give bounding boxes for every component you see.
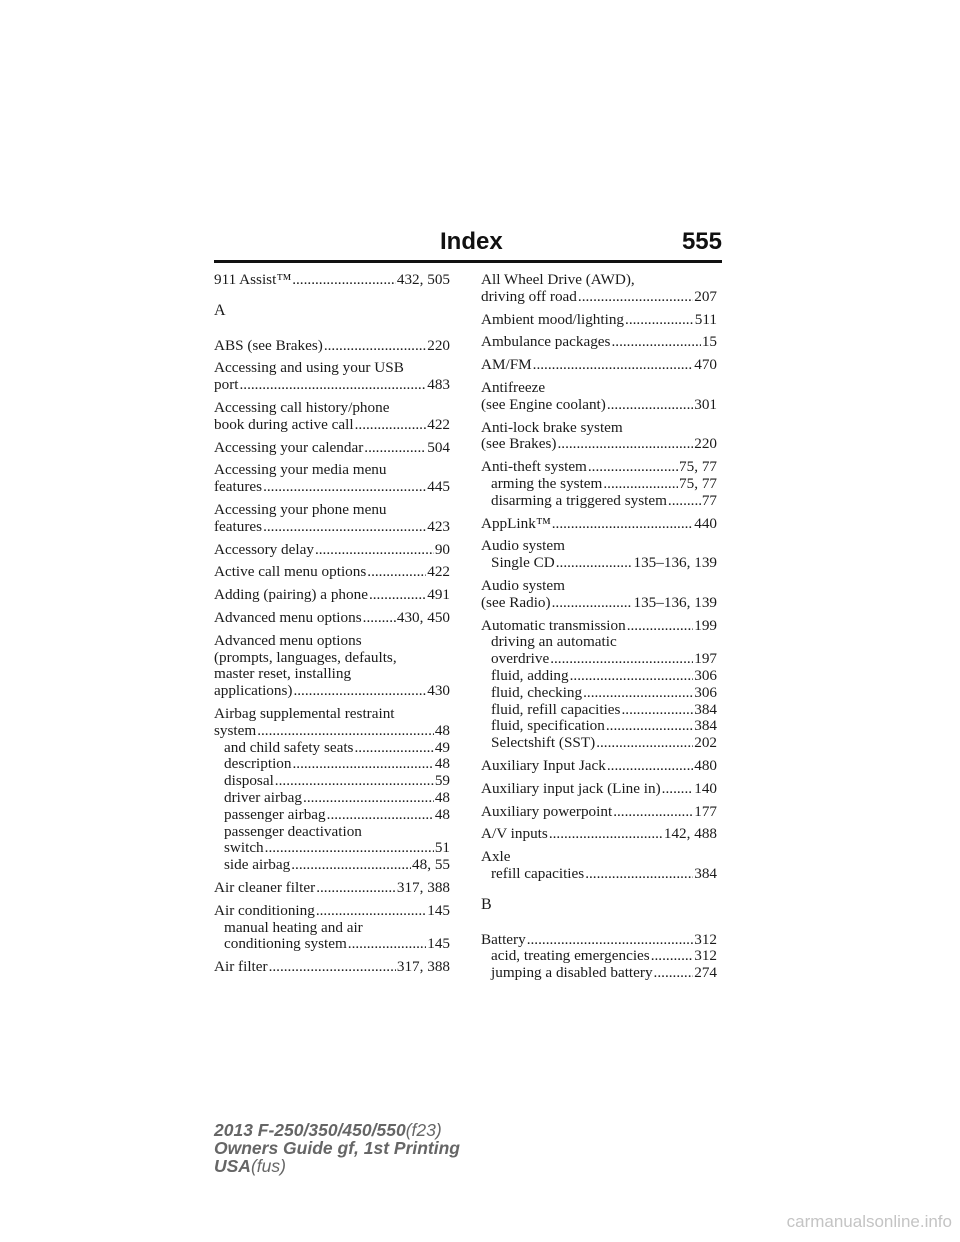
- page-reference: 135–136, 139: [633, 593, 717, 611]
- index-entry: [214, 587, 450, 604]
- page-reference: 430, 450: [396, 608, 450, 626]
- page-reference: 511: [694, 310, 717, 328]
- index-subentry: [214, 936, 450, 953]
- watermark: carmanualsonline.info: [786, 1212, 952, 1231]
- index-line: [214, 683, 450, 700]
- index-entry: [214, 400, 450, 434]
- dot-leader: [570, 668, 694, 685]
- dot-leader: [578, 289, 693, 306]
- page-reference: 445: [427, 478, 450, 496]
- dot-leader: [257, 723, 434, 740]
- dot-leader: [607, 758, 693, 775]
- index-subentry: [481, 668, 717, 685]
- dot-leader: [596, 735, 693, 752]
- entry-text: refill capacities: [491, 864, 585, 882]
- index-entry: [481, 272, 717, 306]
- page-reference: 59: [434, 772, 450, 790]
- index-line: [481, 849, 717, 866]
- index-entry: [214, 633, 450, 700]
- index-line: [214, 650, 450, 667]
- index-line: [214, 462, 450, 479]
- entry-text: switch: [224, 839, 264, 857]
- dot-leader: [588, 459, 678, 476]
- page-reference: 48, 55: [412, 856, 450, 874]
- page-reference: 317, 388: [396, 958, 450, 976]
- index-line: [481, 781, 717, 798]
- page-reference: 470: [694, 356, 717, 374]
- entry-text: features: [214, 517, 263, 535]
- entry-text: overdrive: [491, 650, 550, 668]
- dot-leader: [269, 959, 396, 976]
- index-entry: [481, 357, 717, 374]
- page-reference: 480: [694, 756, 717, 774]
- index-entry: [481, 334, 717, 351]
- page-reference: 422: [427, 563, 450, 581]
- page-reference: 202: [694, 734, 717, 752]
- page-reference: 491: [427, 586, 450, 604]
- page-reference: 301: [694, 395, 717, 413]
- index-subentry: [214, 756, 450, 773]
- page-reference: 48: [434, 721, 450, 739]
- index-entry: [481, 849, 717, 883]
- index-subentry: [481, 718, 717, 735]
- index-line: [214, 723, 450, 740]
- index-subentry: [481, 651, 717, 668]
- entry-text: (see Brakes): [481, 435, 557, 453]
- entry-text: AppLink™: [481, 514, 551, 532]
- page-title: Index: [440, 228, 503, 255]
- entry-text: Adding (pairing) a phone: [214, 586, 368, 604]
- entry-text: Audio system: [481, 537, 565, 555]
- dot-leader: [369, 587, 426, 604]
- dot-leader: [363, 610, 396, 627]
- index-entry: [214, 706, 450, 874]
- index-entry: [481, 380, 717, 414]
- index-line: [214, 903, 450, 920]
- dot-leader: [315, 542, 434, 559]
- index-line: [481, 334, 717, 351]
- dot-leader: [668, 493, 701, 510]
- index-entry: [481, 312, 717, 329]
- page-reference: 145: [427, 901, 450, 919]
- dot-leader: [654, 965, 694, 982]
- page-reference: 49: [434, 738, 450, 756]
- entry-text: fluid, refill capacities: [491, 700, 621, 718]
- dot-leader: [327, 807, 434, 824]
- entry-text: Air filter: [214, 958, 268, 976]
- index-subentry: [481, 493, 717, 510]
- index-line: [481, 826, 717, 843]
- dot-leader: [552, 516, 693, 533]
- index-section-letter: B: [481, 895, 492, 913]
- page-reference: 422: [427, 415, 450, 433]
- entry-text: (see Radio): [481, 593, 551, 611]
- page-reference: 135–136, 139: [633, 554, 717, 572]
- dot-leader: [621, 702, 693, 719]
- index-entry: [214, 880, 450, 897]
- index-line: [481, 516, 717, 533]
- index-subentry: [481, 866, 717, 883]
- index-line: [214, 377, 450, 394]
- entry-text: driver airbag: [224, 788, 303, 806]
- entry-text: jumping a disabled battery: [491, 964, 653, 982]
- dot-leader: [293, 683, 426, 700]
- page-reference: 306: [694, 666, 717, 684]
- entry-text: ABS (see Brakes): [214, 336, 323, 354]
- index-line: [481, 436, 717, 453]
- index-line: [214, 400, 450, 417]
- page-reference: 51: [434, 839, 450, 857]
- dot-leader: [549, 826, 663, 843]
- dot-leader: [355, 417, 427, 434]
- dot-leader: [364, 440, 426, 457]
- index-line: [481, 804, 717, 821]
- entry-text: 911 Assist™: [214, 271, 292, 288]
- index-line: [481, 289, 717, 306]
- entry-text: Accessing your calendar: [214, 438, 364, 456]
- entry-text: Air conditioning: [214, 901, 315, 919]
- index-subentry: [214, 807, 450, 824]
- entry-text: master reset, installing: [214, 665, 352, 683]
- index-entry: [481, 459, 717, 509]
- dot-leader: [603, 476, 678, 493]
- entry-text: Auxiliary powerpoint: [481, 802, 613, 820]
- index-line: [214, 610, 450, 627]
- index-entry: [481, 516, 717, 533]
- entry-text: Accessing your phone menu: [214, 500, 387, 518]
- index-line: [214, 959, 450, 976]
- index-entry: [481, 758, 717, 775]
- page-reference: 90: [434, 540, 450, 558]
- index-line: [214, 587, 450, 604]
- dot-leader: [239, 377, 426, 394]
- page-header: [440, 228, 722, 256]
- dot-leader: [348, 936, 426, 953]
- index-entry: [481, 781, 717, 798]
- page-reference: 177: [694, 802, 717, 820]
- page-reference: 48: [434, 755, 450, 773]
- entry-text: Active call menu options: [214, 563, 367, 581]
- dot-leader: [292, 756, 433, 773]
- index-line: [481, 578, 717, 595]
- index-line: [481, 312, 717, 329]
- index-line: [481, 420, 717, 437]
- entry-text: Axle: [481, 848, 511, 866]
- entry-text: (prompts, languages, defaults,: [214, 648, 397, 666]
- index-subentry: [481, 476, 717, 493]
- entry-text: Ambulance packages: [481, 333, 611, 351]
- entry-text: disposal: [224, 772, 274, 790]
- index-line: [481, 618, 717, 635]
- document-footer: [214, 1121, 460, 1175]
- index-entry: [214, 462, 450, 496]
- entry-text: arming the system: [491, 474, 603, 492]
- index-entry: [481, 618, 717, 752]
- dot-leader: [583, 685, 693, 702]
- entry-text: Accessing your media menu: [214, 461, 387, 479]
- page-number: 555: [681, 228, 722, 255]
- entry-text: AM/FM: [481, 356, 532, 374]
- page-reference: 423: [427, 517, 450, 535]
- index-line: [214, 519, 450, 536]
- index-entry: [214, 903, 450, 953]
- page-reference: 384: [694, 700, 717, 718]
- dot-leader: [263, 519, 426, 536]
- dot-leader: [625, 312, 694, 329]
- index-entry: [214, 610, 450, 627]
- index-line: [214, 502, 450, 519]
- entry-text: Automatic transmission: [481, 616, 626, 634]
- page-reference: 384: [694, 717, 717, 735]
- entry-text: Audio system: [481, 576, 565, 594]
- entry-text: fluid, adding: [491, 666, 569, 684]
- entry-text: Auxiliary Input Jack: [481, 756, 606, 774]
- index-subentry: [481, 685, 717, 702]
- dot-leader: [324, 338, 426, 355]
- dot-leader: [533, 357, 694, 374]
- index-subentry: [214, 740, 450, 757]
- dot-leader: [550, 651, 693, 668]
- index-entry: [214, 542, 450, 559]
- index-subentry: [214, 840, 450, 857]
- index-subentry: [481, 948, 717, 965]
- index-entry: [214, 272, 450, 289]
- dot-leader: [552, 595, 633, 612]
- index-line: [481, 397, 717, 414]
- entry-text: Single CD: [491, 554, 555, 572]
- footer-line-1: 2013 F-250/350/450/550(f23): [214, 1120, 442, 1140]
- entry-text: driving off road: [481, 287, 577, 305]
- entry-text: Accessory delay: [214, 540, 314, 558]
- dot-leader: [613, 804, 693, 821]
- dot-leader: [265, 840, 434, 857]
- index-entry: [481, 804, 717, 821]
- entry-text: All Wheel Drive (AWD),: [481, 271, 635, 288]
- page-reference: 483: [427, 376, 450, 394]
- page-reference: 145: [427, 935, 450, 953]
- index-line: [481, 380, 717, 397]
- footer-line-3: USA(fus): [214, 1156, 286, 1176]
- page-reference: 77: [701, 491, 717, 509]
- page-reference: 48: [434, 788, 450, 806]
- index-line: [481, 595, 717, 612]
- entry-text: features: [214, 478, 263, 496]
- dot-leader: [556, 555, 633, 572]
- index-line: [214, 272, 450, 289]
- index-entry: [481, 538, 717, 572]
- entry-text: conditioning system: [224, 935, 347, 953]
- index-line: [481, 357, 717, 374]
- index-subentry: [214, 773, 450, 790]
- footer-line-2: Owners Guide gf, 1st Printing: [214, 1138, 460, 1158]
- dot-leader: [627, 618, 694, 635]
- entry-text: Auxiliary input jack (Line in): [481, 779, 661, 797]
- dot-leader: [316, 880, 396, 897]
- entry-text: manual heating and air: [224, 918, 363, 936]
- entry-text: Accessing call history/phone: [214, 398, 390, 416]
- page-reference: 432, 505: [396, 271, 450, 288]
- index-entry: [481, 826, 717, 843]
- page-reference: 384: [694, 864, 717, 882]
- dot-leader: [263, 479, 426, 496]
- entry-text: Advanced menu options: [214, 608, 362, 626]
- index-line: [214, 564, 450, 581]
- entry-text: description: [224, 755, 292, 773]
- page-reference: 306: [694, 683, 717, 701]
- entry-text: book during active call: [214, 415, 354, 433]
- index-subentry: [214, 824, 450, 841]
- dot-leader: [585, 866, 693, 883]
- entry-text: passenger airbag: [224, 805, 326, 823]
- index-line: [214, 666, 450, 683]
- index-line: [214, 880, 450, 897]
- page-reference: 440: [694, 514, 717, 532]
- index-subentry: [214, 857, 450, 874]
- dot-leader: [367, 564, 426, 581]
- index-subentry: [481, 634, 717, 651]
- entry-text: system: [214, 721, 257, 739]
- index-line: [214, 706, 450, 723]
- page-reference: 430: [427, 682, 450, 700]
- index-subentry: [481, 702, 717, 719]
- entry-text: Air cleaner filter: [214, 878, 316, 896]
- dot-leader: [611, 334, 700, 351]
- entry-text: side airbag: [224, 856, 291, 874]
- page-reference: 140: [694, 779, 717, 797]
- entry-text: Selectshift (SST): [491, 734, 596, 752]
- header-rule: [214, 260, 722, 263]
- index-section-letter: A: [214, 301, 226, 319]
- dot-leader: [275, 773, 434, 790]
- dot-leader: [606, 718, 693, 735]
- index-line: [481, 272, 717, 289]
- index-line: [214, 479, 450, 496]
- entry-text: port: [214, 376, 239, 394]
- index-subentry: [481, 735, 717, 752]
- entry-text: driving an automatic: [491, 633, 617, 651]
- entry-text: fluid, specification: [491, 717, 605, 735]
- dot-leader: [527, 932, 694, 949]
- entry-text: Battery: [481, 930, 526, 948]
- index-column-right: [481, 272, 717, 988]
- page-reference: 317, 388: [396, 878, 450, 896]
- index-entry: [214, 502, 450, 536]
- entry-text: and child safety seats: [224, 738, 354, 756]
- entry-text: Anti-lock brake system: [481, 418, 623, 436]
- entry-text: disarming a triggered system: [491, 491, 667, 509]
- page-reference: 199: [694, 616, 717, 634]
- index-column-left: [214, 272, 450, 982]
- index-subentry: [214, 790, 450, 807]
- page-reference: 312: [694, 947, 717, 965]
- dot-leader: [291, 857, 411, 874]
- dot-leader: [662, 781, 694, 798]
- index-subentry: [481, 965, 717, 982]
- index-entry: [481, 578, 717, 612]
- dot-leader: [651, 948, 694, 965]
- page-reference: 48: [434, 805, 450, 823]
- page-reference: 197: [694, 650, 717, 668]
- dot-leader: [303, 790, 434, 807]
- dot-leader: [292, 272, 396, 289]
- index-entry: [481, 932, 717, 982]
- dot-leader: [316, 903, 426, 920]
- index-entry: [214, 338, 450, 355]
- index-line: [481, 932, 717, 949]
- page-reference: 142, 488: [663, 825, 717, 843]
- index-entry: [214, 360, 450, 394]
- entry-text: passenger deactivation: [224, 822, 362, 840]
- entry-text: (see Engine coolant): [481, 395, 606, 413]
- page-reference: 220: [694, 435, 717, 453]
- entry-text: Airbag supplemental restraint: [214, 704, 395, 722]
- entry-text: A/V inputs: [481, 825, 548, 843]
- index-line: [214, 338, 450, 355]
- entry-text: acid, treating emergencies: [491, 947, 650, 965]
- page-reference: 312: [694, 930, 717, 948]
- index-entry: [214, 959, 450, 976]
- index-line: [214, 417, 450, 434]
- index-subentry: [214, 920, 450, 937]
- page-reference: 15: [701, 333, 717, 351]
- index-line: [481, 459, 717, 476]
- entry-text: Ambient mood/lighting: [481, 310, 625, 328]
- page-reference: 274: [694, 964, 717, 982]
- page-reference: 75, 77: [679, 458, 717, 476]
- index-subentry: [481, 555, 717, 572]
- entry-text: Accessing and using your USB: [214, 359, 404, 377]
- entry-text: Advanced menu options: [214, 631, 362, 649]
- entry-text: Antifreeze: [481, 378, 546, 396]
- dot-leader: [354, 740, 433, 757]
- index-line: [214, 440, 450, 457]
- page-reference: 504: [427, 438, 450, 456]
- entry-text: Anti-theft system: [481, 458, 587, 476]
- index-entry: [214, 564, 450, 581]
- index-entry: [481, 420, 717, 454]
- entry-text: applications): [214, 682, 293, 700]
- index-line: [214, 633, 450, 650]
- page-reference: 220: [427, 336, 450, 354]
- dot-leader: [607, 397, 693, 414]
- index-entry: [214, 440, 450, 457]
- index-line: [214, 542, 450, 559]
- page-reference: 207: [694, 287, 717, 305]
- page-reference: 75, 77: [679, 474, 717, 492]
- index-line: [214, 360, 450, 377]
- index-line: [481, 538, 717, 555]
- dot-leader: [557, 436, 693, 453]
- entry-text: fluid, checking: [491, 683, 583, 701]
- index-line: [481, 758, 717, 775]
